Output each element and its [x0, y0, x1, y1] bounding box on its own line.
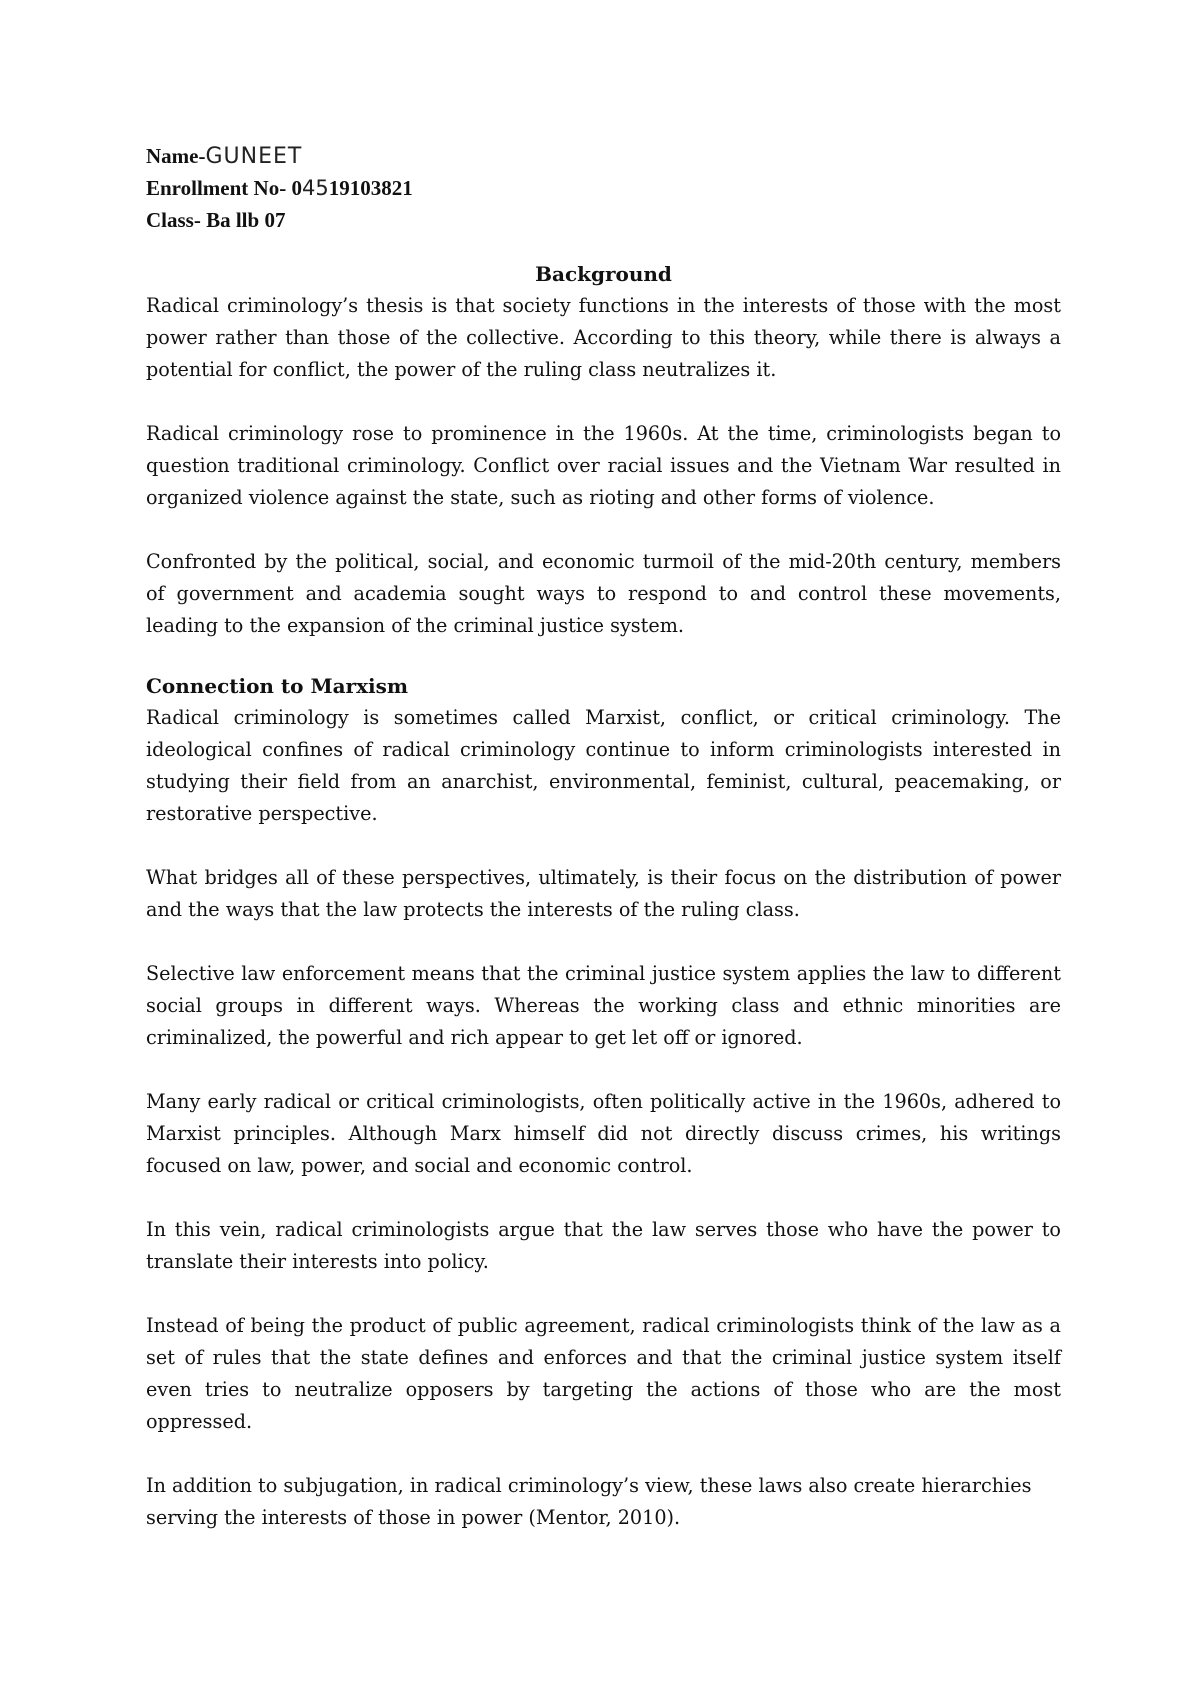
enrollment-number: 19103821 — [328, 176, 413, 200]
enrollment-handwritten-digits: 45 — [301, 176, 329, 200]
marxism-heading: Connection to Marxism — [146, 674, 409, 698]
name-label: Name- — [146, 144, 206, 168]
paragraph: What bridges all of these perspectives, ultimately, is their focus on the distribution of power and the ways that the law protects the interests of the ruling class. — [146, 866, 1061, 921]
paragraph: In this vein, radical criminologists argue that the law serves those who have the power to translate their interests into policy. — [146, 1218, 1061, 1273]
paragraph: Many early radical or critical criminologists, often politically active in the 1960s, adhered to Marxist principles. Although Marx himself did not directly discuss crimes, his writings focused on law, power, and social and economic control. — [146, 1090, 1061, 1177]
paragraph: Radical criminology’s thesis is that society functions in the interests of those with the most power rather than those of the collective. According to this theory, while there is always a potential for conflict, the power of the ruling class neutralizes it. — [146, 294, 1061, 381]
paragraph: Confronted by the political, social, and economic turmoil of the mid-20th century, members of government and academia sought ways to respond to and control these movements, leading to the expansion of the criminal justice system. — [146, 550, 1061, 637]
enrollment-label: Enrollment No- 0 — [146, 176, 302, 200]
enrollment-line — [146, 172, 1061, 204]
document-page — [146, 140, 1061, 1534]
paragraph: Radical criminology rose to prominence in the 1960s. At the time, criminologists began to question traditional criminology. Conflict over racial issues and the Vietnam War resulted in organized violence against the state, such as rioting and other forms of violence. — [146, 422, 1061, 509]
class-line: Class- Ba llb 07 — [146, 208, 286, 232]
name-line — [146, 140, 1061, 172]
paragraph: Radical criminology is sometimes called Marxist, conflict, or critical criminology. The ideological confines of radical criminology continue to inform criminologists interested in studying their field from an anarchist, environmental, feminist, cultural, peacemaking, or restorative perspective. — [146, 706, 1061, 825]
background-section — [146, 290, 1061, 642]
paragraph: In addition to subjugation, in radical criminology’s view, these laws also create hierarchies serving the interests of those in power (Mentor, 2010). — [146, 1474, 1032, 1529]
paragraph: Instead of being the product of public agreement, radical criminologists think of the law as a set of rules that the state defines and enforces and that the criminal justice system itself even tries to neutralize opposers by targeting the actions of those who are the most oppressed. — [146, 1314, 1061, 1433]
paragraph: Selective law enforcement means that the criminal justice system applies the law to different social groups in different ways. Whereas the working class and ethnic minorities are criminalized, the powerful and rich appear to get let off or ignored. — [146, 962, 1061, 1049]
name-handwritten: GUNEET — [205, 144, 303, 169]
background-heading: Background — [535, 262, 672, 286]
marxism-section — [146, 702, 1061, 1534]
